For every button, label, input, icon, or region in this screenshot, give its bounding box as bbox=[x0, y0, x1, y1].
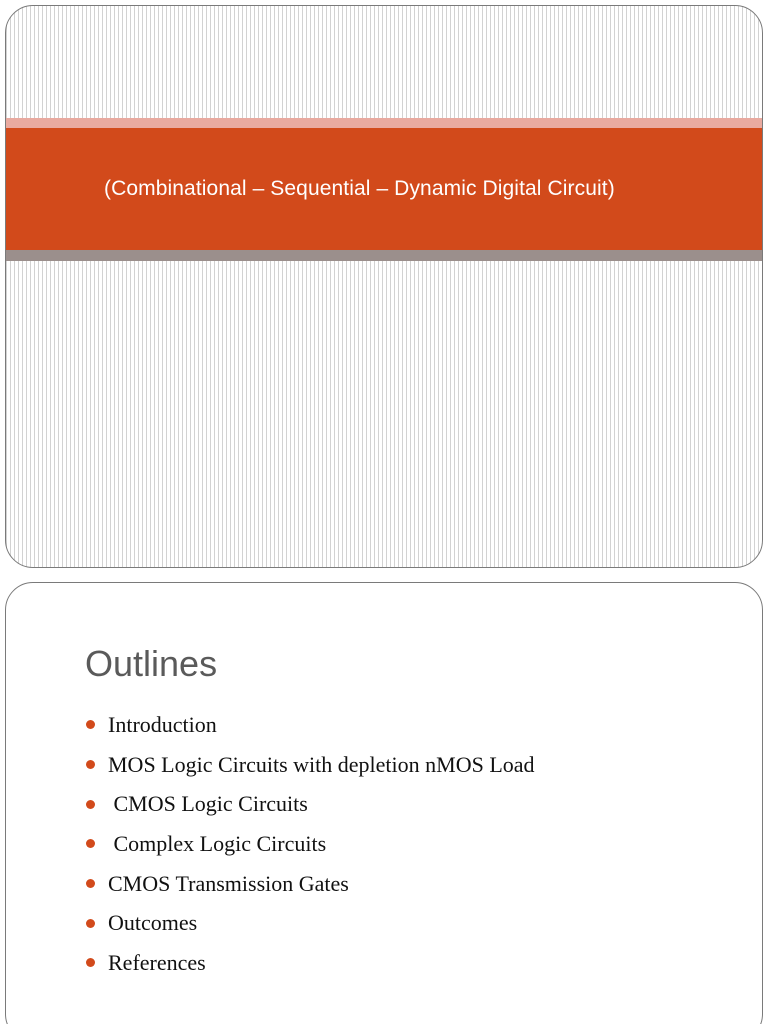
outline-item-label: Outcomes bbox=[108, 910, 198, 936]
bullet-icon bbox=[86, 958, 95, 967]
outline-item-mos-logic bbox=[86, 745, 535, 785]
outline-item-label: CMOS Transmission Gates bbox=[108, 870, 349, 896]
title-band bbox=[6, 128, 762, 250]
outline-item-cmos-logic bbox=[86, 784, 535, 824]
outline-heading: Outlines bbox=[85, 643, 218, 684]
outline-item-label: References bbox=[108, 949, 206, 975]
bullet-icon bbox=[86, 839, 95, 848]
outline-item-label: Complex Logic Circuits bbox=[108, 830, 327, 856]
bullet-icon bbox=[86, 879, 95, 888]
outline-item-outcomes bbox=[86, 903, 535, 943]
outline-item-introduction bbox=[86, 705, 535, 745]
title-band-bottom-stripe bbox=[6, 250, 762, 261]
outline-item-references bbox=[86, 943, 535, 983]
outline-item-complex-logic bbox=[86, 824, 535, 864]
bullet-icon bbox=[86, 760, 95, 769]
outline-item-label: Introduction bbox=[108, 711, 217, 737]
outline-item-transmission-gates bbox=[86, 864, 535, 904]
bullet-icon bbox=[86, 919, 95, 928]
outline-item-label: CMOS Logic Circuits bbox=[108, 791, 308, 817]
slide-subtitle: (Combinational – Sequential – Dynamic Digital Circuit) bbox=[104, 177, 615, 200]
title-slide bbox=[5, 5, 763, 568]
title-band-top-stripe bbox=[6, 118, 762, 128]
bullet-icon bbox=[86, 800, 95, 809]
outline-item-label: MOS Logic Circuits with depletion nMOS Load bbox=[108, 751, 535, 777]
outline-list bbox=[86, 705, 535, 983]
outline-slide bbox=[5, 582, 763, 1024]
bullet-icon bbox=[86, 720, 95, 729]
